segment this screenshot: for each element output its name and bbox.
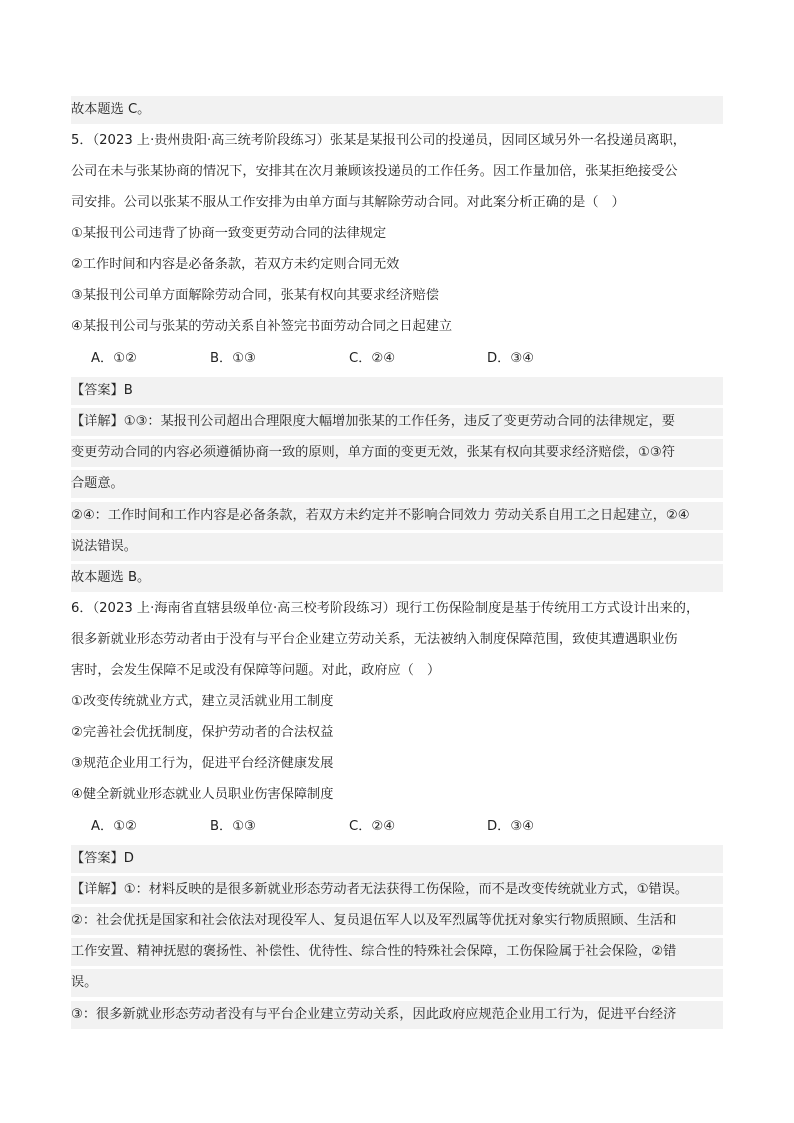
question-5-statement-1: ①某报刊公司违背了协商一致变更劳动合同的法律规定 <box>71 226 387 241</box>
q6-explanation-line-2: ②：社会优抚是国家和社会依法对现役军人、复员退伍军人以及军烈属等优抚对象实行物质照顾、生活和 <box>71 907 723 935</box>
q5-explanation-line-2: 变更劳动合同的内容必须遵循协商一致的原则，单方面的变更无效，张某有权向其要求经济赔偿，①③符 <box>71 439 723 467</box>
q5-option-c: C．②④ <box>349 351 396 366</box>
question-6-options <box>71 813 723 841</box>
question-6-stem-line-2: 很多新就业形态劳动者由于没有与平台企业建立劳动关系，无法被纳入制度保障范围，致使其遭遇职业伤 <box>71 632 678 647</box>
question-5-statement-3: ③某报刊公司单方面解除劳动合同，张某有权向其要求经济赔偿 <box>71 288 439 303</box>
q6-explanation-line-5: ③：很多新就业形态劳动者没有与平台企业建立劳动关系，因此政府应规范企业用工行为，促进平台经济 <box>71 1001 723 1029</box>
conclusion-q4: 故本题选 C。 <box>71 96 723 124</box>
q5-option-b: B．①③ <box>210 351 256 366</box>
q6-option-a: A．①② <box>91 819 137 834</box>
q5-option-d: D．③④ <box>487 351 534 366</box>
q5-explanation-line-1: 【详解】①③：某报刊公司超出合理限度大幅增加张某的工作任务，违反了变更劳动合同的法律规定，要 <box>71 408 723 436</box>
q5-answer: 【答案】B <box>71 377 723 405</box>
question-5-statement-4: ④某报刊公司与张某的劳动关系自补签完书面劳动合同之日起建立 <box>71 319 453 334</box>
question-6-statement-3: ③规范企业用工行为，促进平台经济健康发展 <box>71 756 334 771</box>
q5-explanation-line-3: 合题意。 <box>71 470 723 498</box>
q6-answer: 【答案】D <box>71 845 723 873</box>
q6-option-d: D．③④ <box>487 819 534 834</box>
question-5-stem-line-2: 公司在未与张某协商的情况下，安排其在次月兼顾该投递员的工作任务。因工作量加倍，张某拒绝接受公 <box>71 164 678 179</box>
question-6-statement-4: ④健全新就业形态就业人员职业伤害保障制度 <box>71 787 334 802</box>
question-5-options <box>71 345 723 373</box>
q6-explanation-line-1: 【详解】①：材料反映的是很多新就业形态劳动者无法获得工伤保险，而不是改变传统就业方式，①错误。 <box>71 876 723 904</box>
question-6-stem-line-1: 6．（2023 上·海南省直辖县级单位·高三校考阶段练习）现行工伤保险制度是基于传统用工方式设计出来的， <box>71 601 700 616</box>
q5-conclusion: 故本题选 B。 <box>71 564 723 592</box>
question-6-stem-line-3: 害时，会发生保障不足或没有保障等问题。对此，政府应（ ） <box>71 663 441 678</box>
question-6-statement-2: ②完善社会优抚制度，保护劳动者的合法权益 <box>71 725 334 740</box>
question-6-statement-1: ①改变传统就业方式，建立灵活就业用工制度 <box>71 694 334 709</box>
question-5-stem-line-1: 5．（2023 上·贵州贵阳·高三统考阶段练习）张某是某报刊公司的投递员，因同区域另外一名投递员离职， <box>71 133 686 148</box>
q5-explanation-line-4: ②④：工作时间和工作内容是必备条款，若双方未约定并不影响合同效力 劳动关系自用工之日起建立，②④ <box>71 502 723 530</box>
q6-explanation-line-3: 工作安置、精神抚慰的褒扬性、补偿性、优待性、综合性的特殊社会保障，工伤保险属于社会保险，②错 <box>71 938 723 966</box>
question-5-stem-line-3: 司安排。公司以张某不服从工作安排为由单方面与其解除劳动合同。对此案分析正确的是（ ） <box>71 195 625 210</box>
question-5-statement-2: ②工作时间和内容是必备条款，若双方未约定则合同无效 <box>71 257 400 272</box>
q6-explanation-line-4: 误。 <box>71 969 723 997</box>
q5-option-a: A．①② <box>91 351 137 366</box>
q6-option-c: C．②④ <box>349 819 396 834</box>
q6-option-b: B．①③ <box>210 819 256 834</box>
q5-explanation-line-5: 说法错误。 <box>71 533 723 561</box>
